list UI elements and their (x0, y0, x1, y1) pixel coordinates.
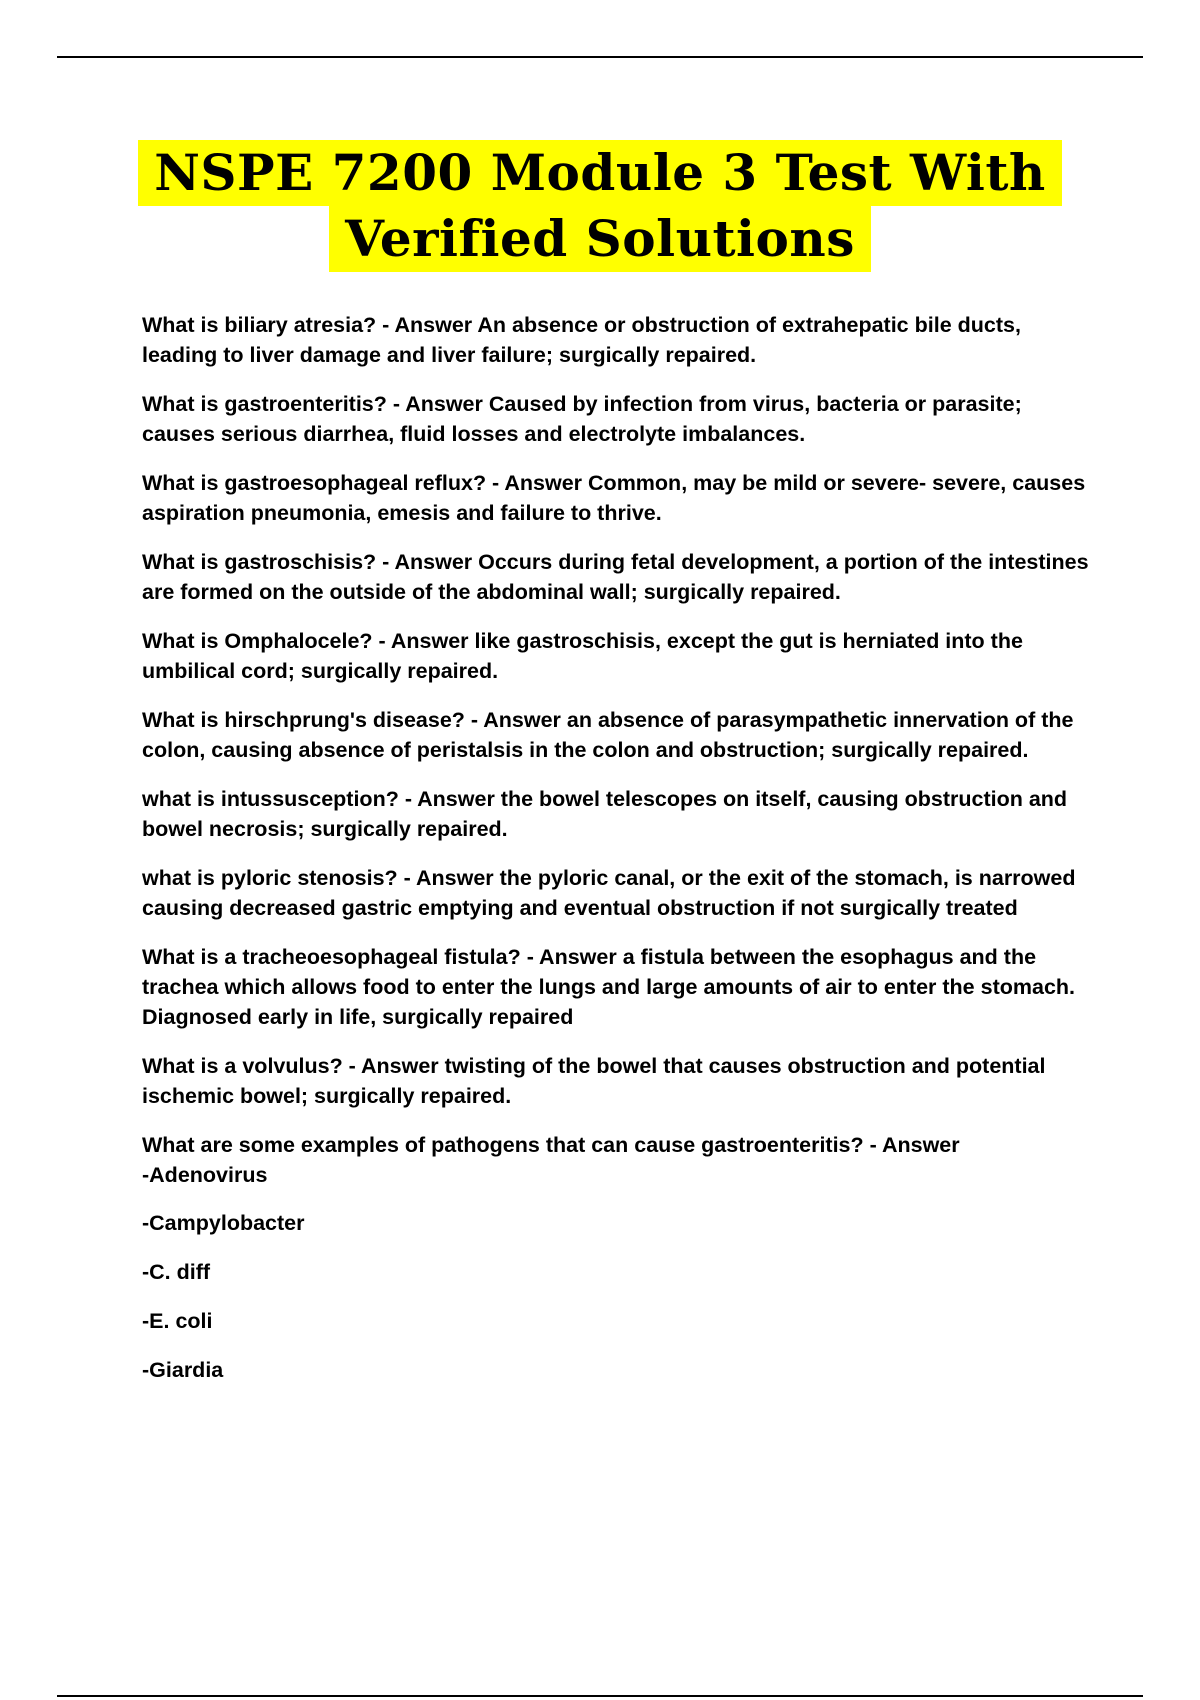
answer: twisting of the bowel that causes obstruction and potential ischemic bowel; surgically repaired. (142, 1054, 1046, 1108)
answer: An absence or obstruction of extrahepatic bile ducts, leading to liver damage and liver failure; surgically repaired. (142, 313, 1021, 367)
answer-separator: - Answer (372, 629, 475, 653)
pathogen-item: -Giardia (142, 1358, 224, 1382)
qa-item (142, 784, 1092, 844)
answer-separator: - Answer (376, 550, 479, 574)
pathogen-item: -E. coli (142, 1309, 213, 1333)
answer: a fistula between the esophagus and the trachea which allows food to enter the lungs and large amounts of air to enter the stomach. Diagnosed early in life, surgically repaired (142, 945, 1076, 1029)
top-rule (57, 56, 1143, 58)
qa-item (142, 389, 1092, 449)
answer-separator: - Answer (386, 392, 489, 416)
answer-separator: - Answer (376, 313, 478, 337)
question: What is Omphalocele? (142, 629, 373, 653)
pathogen-item: -C. diff (142, 1260, 211, 1284)
question: What is gastroschisis? (142, 550, 377, 574)
answer-separator: - Answer (397, 866, 500, 890)
answer-separator: - Answer (398, 787, 501, 811)
qa-item (142, 468, 1092, 528)
pathogen-item: -Adenovirus (142, 1163, 268, 1187)
qa-item (142, 310, 1092, 370)
answer-separator: - Answer (464, 708, 567, 732)
question: What is hirschprung's disease? (142, 708, 465, 732)
question: What is biliary atresia? (142, 313, 377, 337)
question: what is pyloric stenosis? (142, 866, 398, 890)
answer: the pyloric canal, or the exit of the stomach, is narrowed causing decreased gastric emptying and eventual obstruction if not surgically treated (142, 866, 1076, 920)
question: what is intussusception? (142, 787, 399, 811)
question: What is gastroenteritis? (142, 392, 387, 416)
answer-separator: - Answer (342, 1054, 445, 1078)
answer-separator: - Answer (486, 471, 589, 495)
answer-separator: - Answer (863, 1133, 966, 1157)
answer: an absence of parasympathetic innervation of the colon, causing absence of peristalsis in the colon and obstruction; surgically repaired. (142, 708, 1074, 762)
qa-item (142, 863, 1092, 923)
qa-item-list (142, 1130, 1092, 1190)
qa-item (142, 705, 1092, 765)
answer: Occurs during fetal development, a portion of the intestines are formed on the outside of the abdominal wall; surgically repaired. (142, 550, 1089, 604)
question: What is gastroesophageal reflux? (142, 471, 487, 495)
document-title (0, 140, 1200, 272)
answer-separator: - Answer (520, 945, 623, 969)
answer: Common, may be mild or severe- severe, causes aspiration pneumonia, emesis and failure to thrive. (142, 471, 1086, 525)
question: What is a tracheoesophageal fistula? (142, 945, 521, 969)
qa-item (142, 547, 1092, 607)
qa-content (142, 310, 1092, 1404)
pathogen-item: -Campylobacter (142, 1211, 305, 1235)
answer: the bowel telescopes on itself, causing obstruction and bowel necrosis; surgically repaired. (142, 787, 1068, 841)
question: What are some examples of pathogens that can cause gastroenteritis? (142, 1133, 864, 1157)
qa-item (142, 1051, 1092, 1111)
bottom-rule (57, 1695, 1143, 1697)
question: What is a volvulus? (142, 1054, 343, 1078)
qa-item (142, 626, 1092, 686)
answer: like gastroschisis, except the gut is herniated into the umbilical cord; surgically repaired. (142, 629, 1023, 683)
answer: Caused by infection from virus, bacteria or parasite; causes serious diarrhea, fluid losses and electrolyte imbalances. (142, 392, 1022, 446)
title-line-2: Verified Solutions (329, 206, 871, 272)
title-line-1: NSPE 7200 Module 3 Test With (138, 140, 1062, 206)
qa-item (142, 942, 1092, 1032)
